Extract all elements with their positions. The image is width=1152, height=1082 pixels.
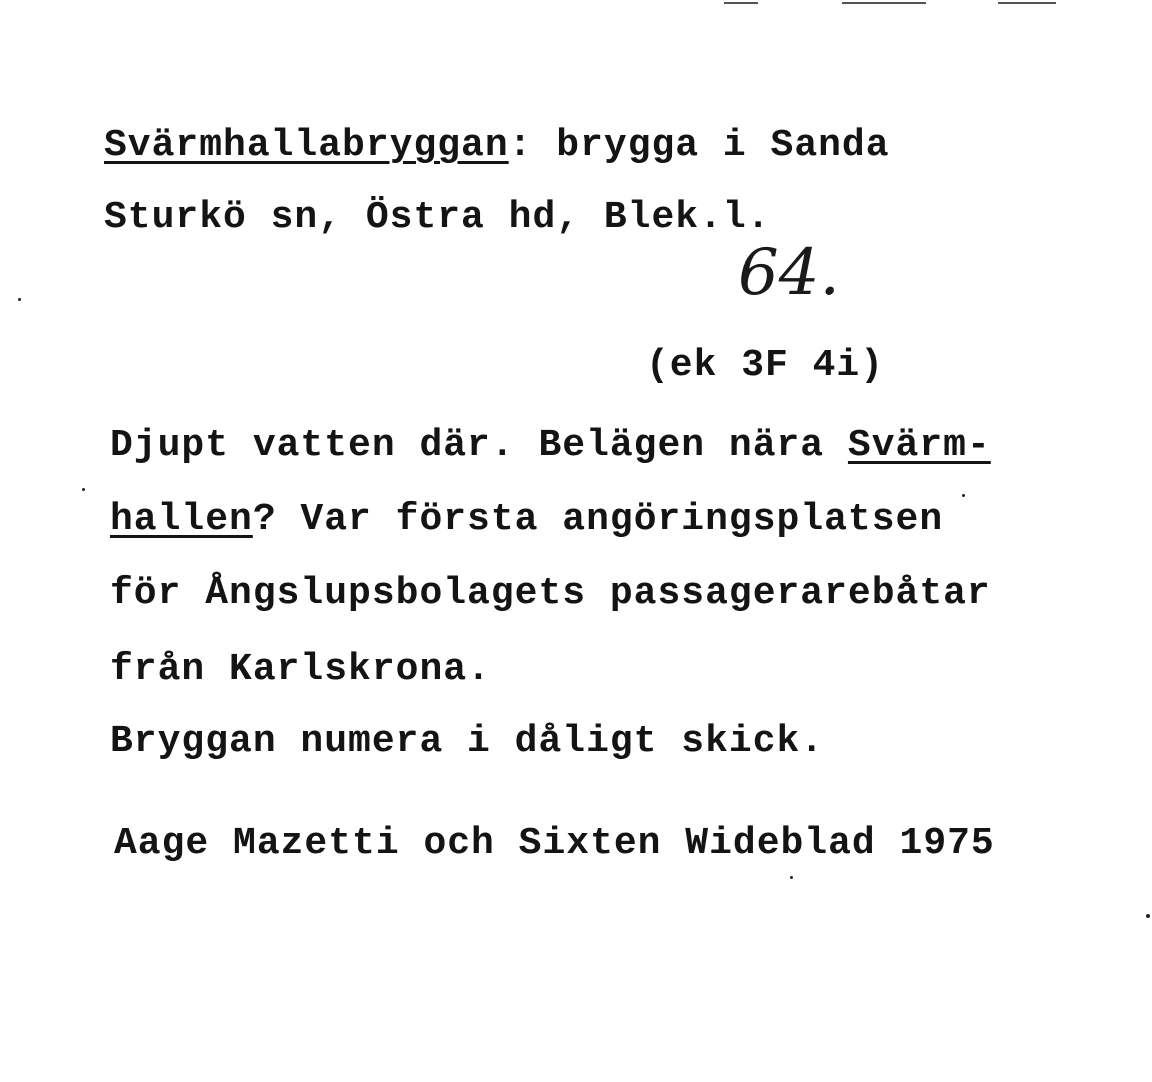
handwritten-number: 64. (738, 236, 840, 310)
scan-speck (1146, 914, 1150, 918)
card-heading (104, 124, 890, 168)
authors-line: Aage Mazetti och Sixten Wideblad 1975 (114, 822, 995, 865)
body-line-3: för Ångslupsbolagets passagerarebåtar (110, 572, 991, 615)
body-line-1 (110, 424, 991, 468)
condition-note: Bryggan numera i dåligt skick. (110, 720, 825, 763)
body-text: ? Var första angöringsplatsen (252, 498, 944, 541)
scan-mark (724, 2, 758, 4)
scan-mark (998, 2, 1056, 4)
cross-reference: Svärm- (847, 424, 991, 467)
body-text: Djupt vatten där. Belägen nära (110, 424, 848, 467)
cross-reference: hallen (110, 498, 253, 541)
scan-speck (790, 876, 793, 879)
scan-speck (18, 298, 21, 301)
place-definition: : brygga i Sanda (508, 124, 890, 167)
place-name: Svärmhallabryggan (104, 124, 509, 167)
body-line-4: från Karlskrona. (110, 648, 491, 691)
scan-speck (82, 488, 85, 491)
body-line-2 (110, 498, 943, 542)
map-reference: (ek 3F 4i) (646, 344, 885, 387)
location-line: Sturkö sn, Östra hd, Blek.l. (104, 196, 771, 239)
scan-mark (842, 2, 926, 4)
scan-speck (962, 494, 965, 497)
